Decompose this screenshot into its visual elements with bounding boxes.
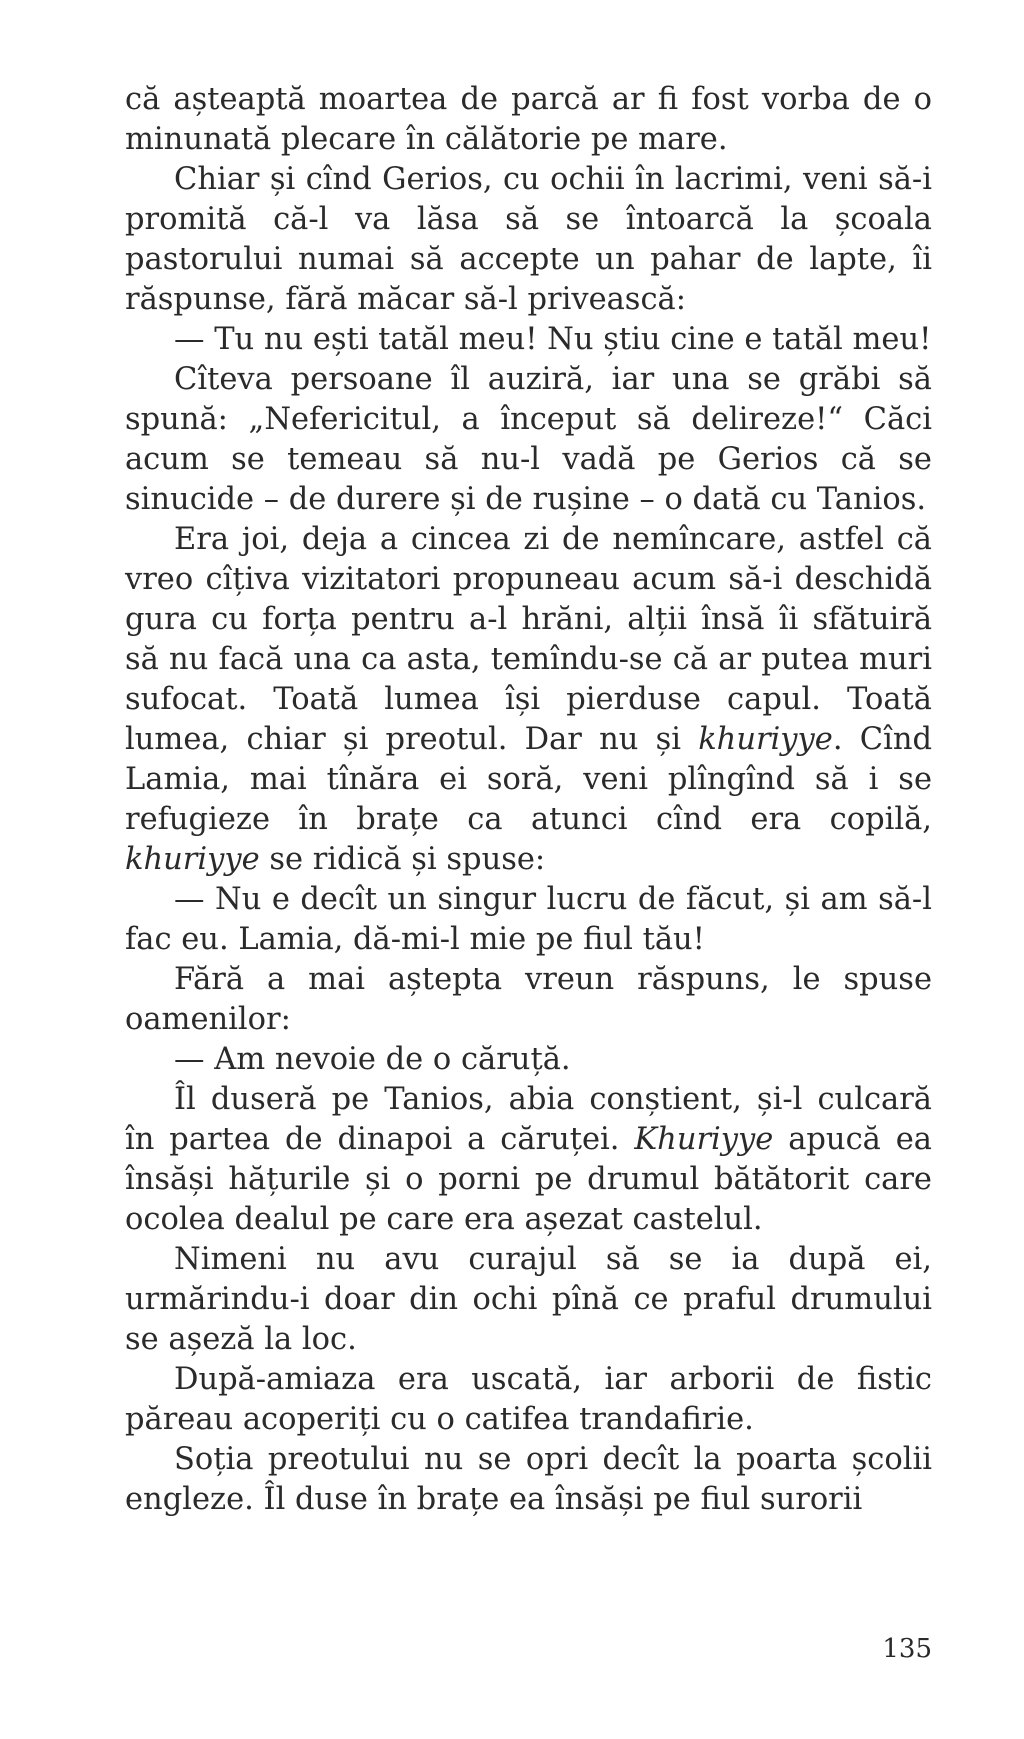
paragraph-with-italics (125, 520, 932, 880)
dialogue-line: — Tu nu ești tatăl meu! Nu știu cine e tatăl meu! (174, 322, 932, 357)
text-run: Era joi, deja a cincea zi de nemîncare, astfel că vreo cîțiva vizitatori propuneau acum să-i deschidă gura cu forța pentru a-l hrăni, alții însă îi sfătuiră să nu facă una ca asta, temîndu-se că ar putea muri sufocat. Toată lumea își pierduse capul. Toată lumea, chiar și preotul. Dar nu și (125, 522, 932, 757)
text-run: . Cînd Lamia, mai tînăra ei soră, veni plîngînd să i se refugieze în brațe ca atunci cînd era copilă, (125, 722, 932, 837)
italic-term: Khuriyye (634, 1122, 774, 1157)
text-run: apucă ea însăși hățurile și o porni pe drumul bătătorit care ocolea dealul pe care era așezat castelul. (125, 1122, 932, 1237)
paragraph: Fără a mai aștepta vreun răspuns, le spuse oamenilor: (125, 962, 932, 1037)
text-run: Îl duseră pe Tanios, abia conștient, și-l culcară în partea de dinapoi a căruței. (125, 1082, 932, 1157)
paragraph-with-italics (125, 1080, 932, 1240)
italic-term: khuriyye (698, 722, 833, 757)
paragraph: Cîteva persoane îl auziră, iar una se grăbi să spună: „Nefericitul, a început să delireze!“ Căci acum se temeau să nu-l vadă pe Gerios că se sinucide – de durere și de rușine – o dată cu Tanios. (125, 362, 932, 517)
italic-term: khuriyye (125, 842, 260, 877)
paragraph: Chiar și cînd Gerios, cu ochii în lacrimi, veni să-i promită că-l va lăsa să se întoarcă la școala pastorului numai să accepte un pahar de lapte, îi răspunse, fără măcar să-l privească: (125, 162, 932, 317)
paragraph: După-amiaza era uscată, iar arborii de fistic păreau acoperiți cu o catifea trandafirie. (125, 1362, 932, 1437)
text-run: se ridică și spuse: (259, 842, 546, 877)
page-number: 135 (882, 1634, 932, 1664)
paragraph: Soția preotului nu se opri decît la poarta școlii engleze. Îl duse în brațe ea însăși pe fiul surorii (125, 1442, 932, 1517)
paragraph-continuation: că așteaptă moartea de parcă ar fi fost vorba de o minunată plecare în călătorie pe mare. (125, 82, 932, 157)
paragraph: Nimeni nu avu curajul să se ia după ei, urmărindu-i doar din ochi pînă ce praful drumului se așeză la loc. (125, 1242, 932, 1357)
dialogue-line: — Am nevoie de o căruță. (174, 1042, 571, 1077)
dialogue-line: — Nu e decît un singur lucru de făcut, și am să-l fac eu. Lamia, dă-mi-l mie pe fiul tău! (125, 882, 932, 957)
page-body (125, 80, 932, 1520)
